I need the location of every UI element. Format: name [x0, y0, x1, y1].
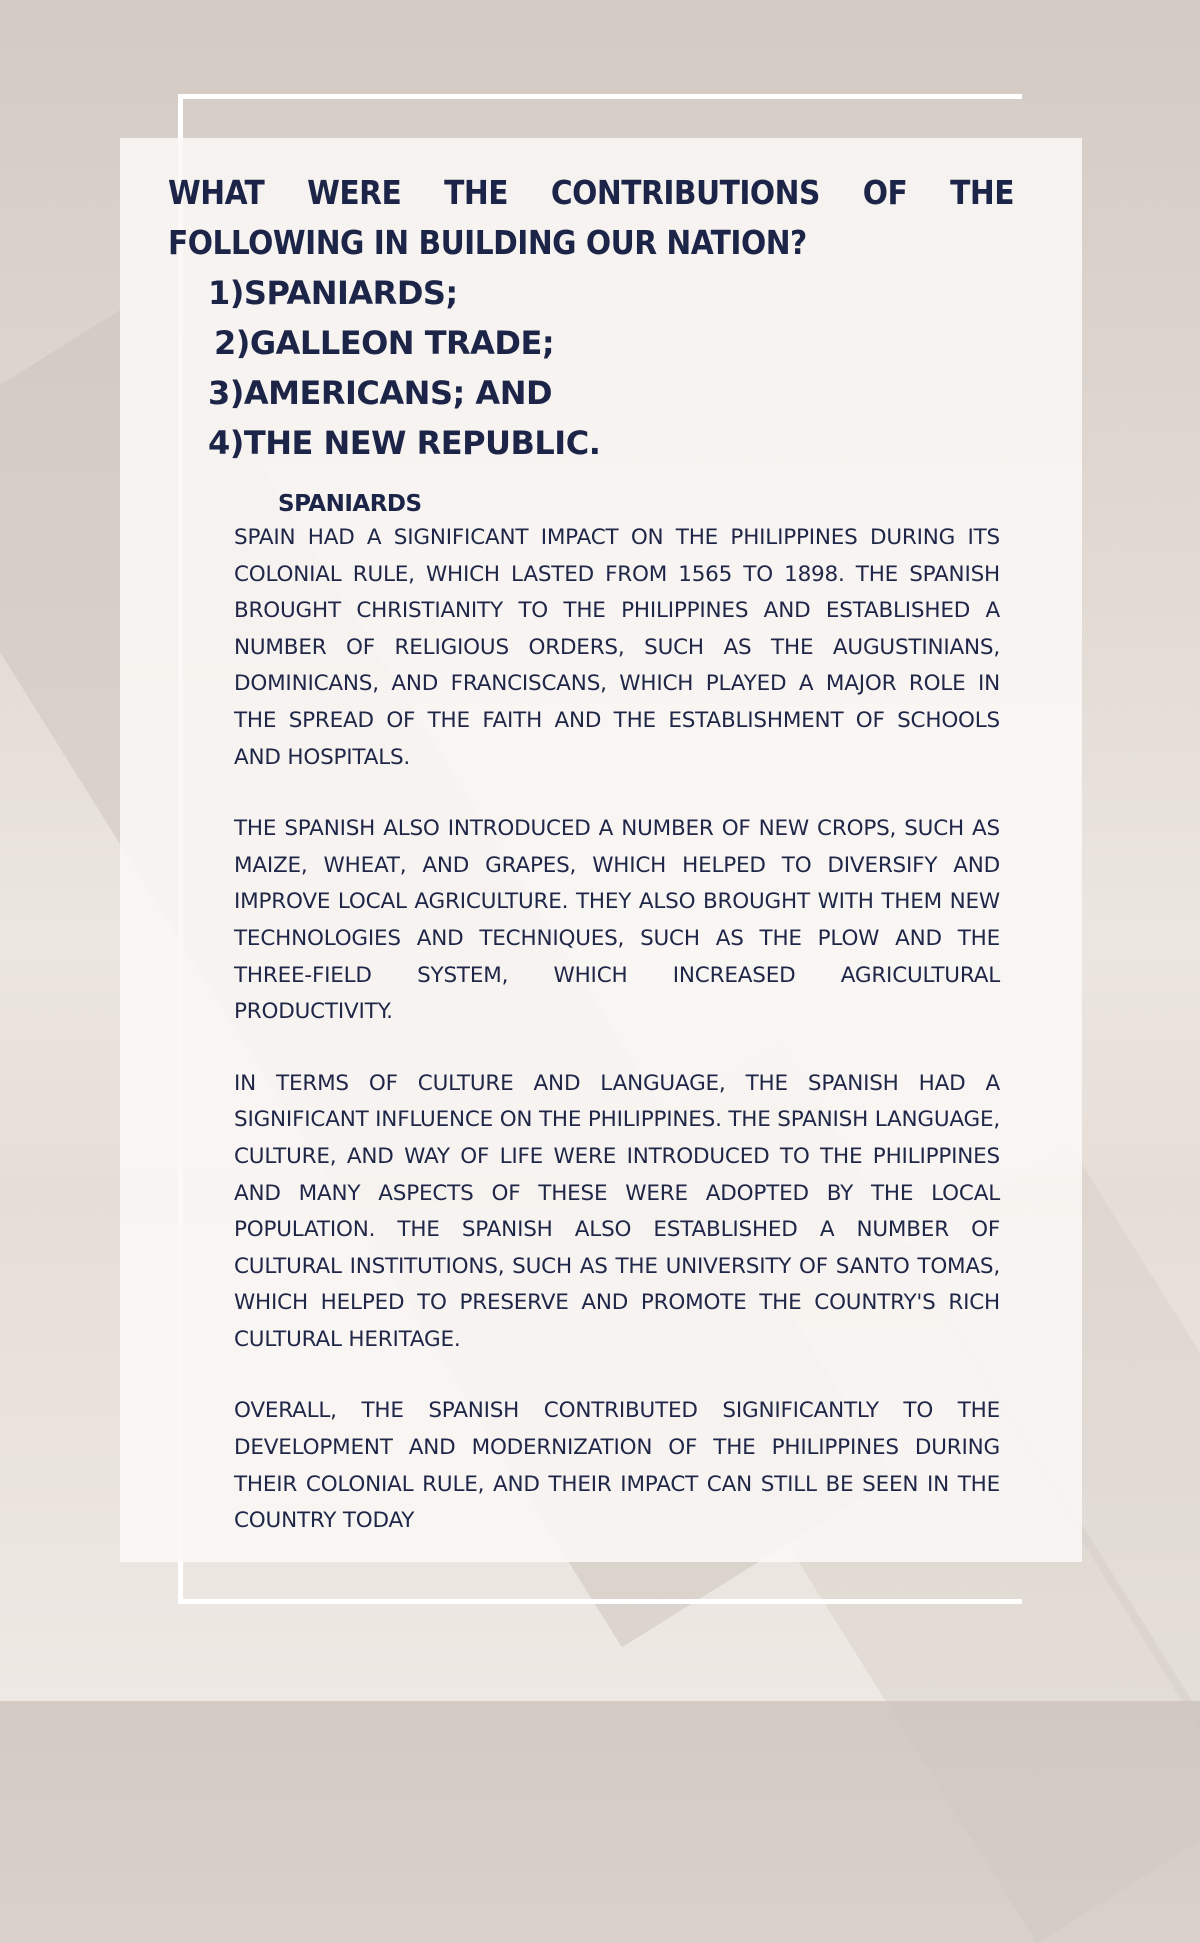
question-list [208, 268, 600, 468]
question-item: 3)AMERICANS; AND [208, 374, 553, 412]
paragraph: OVERALL, THE SPANISH CONTRIBUTED SIGNIFICANTLY TO THE DEVELOPMENT AND MODERNIZATION OF THE PHILIPPINES DURING THEIR COLONIAL RULE, AND THEIR IMPACT CAN STILL BE SEEN IN THE COUNTRY TODAY [234, 1398, 1000, 1534]
paragraph: SPAIN HAD A SIGNIFICANT IMPACT ON THE PHILIPPINES DURING ITS COLONIAL RULE, WHICH LASTED FROM 1565 TO 1898. THE SPANISH BROUGHT CHRISTIANITY TO THE PHILIPPINES AND ESTABLISHED A NUMBER OF RELIGIOUS ORDERS, SUCH AS THE AUGUSTINIANS, DOMINICANS, AND FRANCISCANS, WHICH PLAYED A MAJOR ROLE IN THE SPREAD OF THE FAITH AND THE ESTABLISHMENT OF SCHOOLS AND HOSPITALS. [234, 525, 1000, 770]
document-heading: WHAT WERE THE CONTRIBUTIONS OF THE FOLLOWING IN BUILDING OUR NATION? [168, 173, 1014, 262]
frame-line-bottom [178, 1599, 1022, 1604]
question-item: 1)SPANIARDS; [208, 274, 458, 312]
frame-line-top [178, 94, 1022, 99]
question-item: 4)THE NEW REPUBLIC. [208, 424, 601, 462]
paragraph: THE SPANISH ALSO INTRODUCED A NUMBER OF NEW CROPS, SUCH AS MAIZE, WHEAT, AND GRAPES, WHICH HELPED TO DIVERSIFY AND IMPROVE LOCAL AGRICULTURE. THEY ALSO BROUGHT WITH THEM NEW TECHNOLOGIES AND TECHNIQUES, SUCH AS THE PLOW AND THE THREE-FIELD SYSTEM, WHICH INCREASED AGRICULTURAL PRODUCTIVITY. [234, 816, 1000, 1025]
paragraph: IN TERMS OF CULTURE AND LANGUAGE, THE SPANISH HAD A SIGNIFICANT INFLUENCE ON THE PHILIPPINES. THE SPANISH LANGUAGE, CULTURE, AND WAY OF LIFE WERE INTRODUCED TO THE PHILIPPINES AND MANY ASPECTS OF THESE WERE ADOPTED BY THE LOCAL POPULATION. THE SPANISH ALSO ESTABLISHED A NUMBER OF CULTURAL INSTITUTIONS, SUCH AS THE UNIVERSITY OF SANTO TOMAS, WHICH HELPED TO PRESERVE AND PROMOTE THE COUNTRY'S RICH CULTURAL HERITAGE. [234, 1070, 1000, 1352]
section-title: SPANIARDS [278, 491, 422, 517]
body-text [234, 520, 1000, 1575]
question-item: 2)GALLEON TRADE; [214, 324, 555, 362]
